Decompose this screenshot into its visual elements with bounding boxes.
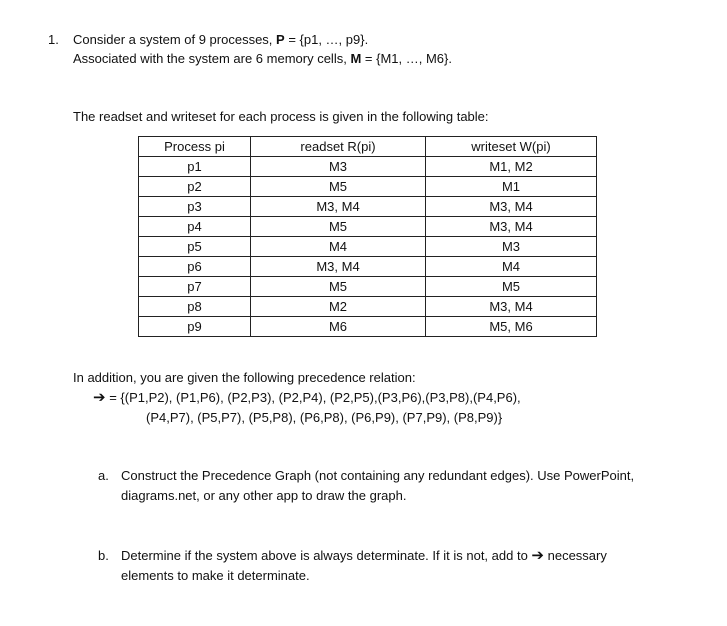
precedence-pairs-part-1: = {(P1,P2), (P1,P6), (P2,P3), (P2,P4), (P2,P5),(P3,P6),(P3,P8),(P4,P6), [105,390,521,405]
table-row [139,297,597,317]
memory-text: Associated with the system are 6 memory cells, [73,51,351,66]
process-cell: p9 [139,317,251,337]
process-cell: p7 [139,277,251,297]
precedence-relation-line-2: (P4,P7), (P5,P7), (P5,P8), (P6,P8), (P6,P9), (P7,P9), (P8,P9)} [146,410,503,425]
problem-number: 1. [48,32,59,47]
writeset-cell: M1, M2 [426,157,597,177]
writeset-cell: M4 [426,257,597,277]
question-b-text-line-1 [121,548,607,563]
table-row [139,177,597,197]
precedence-intro: In addition, you are given the following precedence relation: [73,370,416,385]
readset-cell: M3, M4 [251,257,426,277]
processes-set-definition: = {p1, …, p9}. [284,32,369,47]
process-cell: p3 [139,197,251,217]
writeset-cell: M3, M4 [426,217,597,237]
table-header-row [139,137,597,157]
writeset-cell: M1 [426,177,597,197]
question-b-label: b. [98,548,109,563]
readset-cell: M5 [251,277,426,297]
problem-statement-processes [73,32,368,47]
table-row [139,317,597,337]
table-row [139,197,597,217]
question-b-text-end: necessary [544,548,607,563]
writeset-cell: M3, M4 [426,297,597,317]
writeset-cell: M5 [426,277,597,297]
question-b-text-start: Determine if the system above is always determinate. If it is not, add to [121,548,532,563]
read-write-set-table [138,136,597,337]
table-row [139,217,597,237]
readset-cell: M3, M4 [251,197,426,217]
memory-set-symbol: M [350,51,362,66]
question-a-label: a. [98,468,109,483]
readset-cell: M5 [251,177,426,197]
question-a-text-line-1: Construct the Precedence Graph (not containing any redundant edges). Use PowerPoint, [121,468,635,483]
readset-cell: M5 [251,217,426,237]
readset-cell: M4 [251,237,426,257]
arrow-right-icon: ➔ [531,547,544,564]
process-cell: p4 [139,217,251,237]
processes-set-symbol: P [276,32,285,47]
process-cell: p2 [139,177,251,197]
process-cell: p8 [139,297,251,317]
processes-text: Consider a system of 9 processes, [73,32,277,47]
table-intro: The readset and writeset for each process is given in the following table: [73,109,489,124]
readset-cell: M2 [251,297,426,317]
readset-cell: M3 [251,157,426,177]
table-row [139,157,597,177]
arrow-right-icon: ➔ [93,389,106,406]
readset-cell: M6 [251,317,426,337]
precedence-relation-line-1 [93,390,521,405]
process-cell: p1 [139,157,251,177]
process-cell: p6 [139,257,251,277]
header-readset: readset R(pi) [251,137,426,157]
process-cell: p5 [139,237,251,257]
writeset-cell: M3 [426,237,597,257]
problem-statement-memory [73,51,452,66]
header-writeset: writeset W(pi) [426,137,597,157]
table-row [139,277,597,297]
memory-set-definition: = {M1, …, M6}. [361,51,452,66]
writeset-cell: M3, M4 [426,197,597,217]
table-row [139,257,597,277]
question-a-text-line-2: diagrams.net, or any other app to draw the graph. [121,488,407,503]
header-process: Process pi [139,137,251,157]
table-row [139,237,597,257]
writeset-cell: M5, M6 [426,317,597,337]
question-b-text-line-2: elements to make it determinate. [121,568,310,583]
